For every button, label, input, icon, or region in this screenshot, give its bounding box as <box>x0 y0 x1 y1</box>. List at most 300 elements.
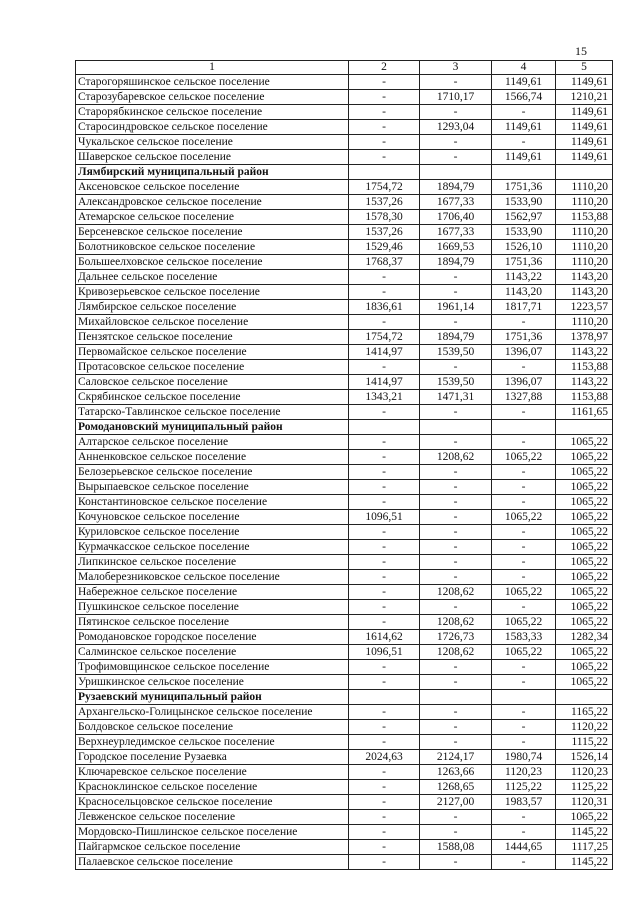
settlement-name-cell: Левженское сельское поселение <box>76 810 349 825</box>
value-cell-col3: 1669,53 <box>420 240 492 255</box>
settlement-name-cell: Атемарское сельское поселение <box>76 210 349 225</box>
value-cell-col3: 1208,62 <box>420 585 492 600</box>
table-row <box>76 90 613 105</box>
settlement-name-cell: Красносельцовское сельское поселение <box>76 795 349 810</box>
table-row <box>76 735 613 750</box>
table-row <box>76 240 613 255</box>
value-cell-col5: 1145,22 <box>556 825 613 840</box>
table-row <box>76 435 613 450</box>
column-header: 1 <box>76 61 349 75</box>
table-row <box>76 405 613 420</box>
value-cell-col3: 1208,62 <box>420 615 492 630</box>
value-cell-col5: 1110,20 <box>556 255 613 270</box>
value-cell-col3: 2124,17 <box>420 750 492 765</box>
table-row <box>76 300 613 315</box>
settlement-name-cell: Салминское сельское поселение <box>76 645 349 660</box>
table-row <box>76 375 613 390</box>
value-cell-col5: 1143,22 <box>556 375 613 390</box>
value-cell-col5: 1065,22 <box>556 810 613 825</box>
value-cell-col4: 1980,74 <box>492 750 556 765</box>
value-cell-col2: - <box>349 405 420 420</box>
value-cell-col2: - <box>349 780 420 795</box>
value-cell-col5: 1065,22 <box>556 450 613 465</box>
value-cell-col4: - <box>492 315 556 330</box>
value-cell-col5: 1065,22 <box>556 540 613 555</box>
value-cell-col4: 1065,22 <box>492 510 556 525</box>
settlement-name-cell: Уришкинское сельское поселение <box>76 675 349 690</box>
value-cell-col5: 1110,20 <box>556 195 613 210</box>
value-cell-col3: - <box>420 675 492 690</box>
settlement-name-cell: Протасовское сельское поселение <box>76 360 349 375</box>
value-cell-col3: - <box>420 570 492 585</box>
value-cell-col5: 1065,22 <box>556 480 613 495</box>
value-cell-col4: 1065,22 <box>492 615 556 630</box>
value-cell-col5: 1065,22 <box>556 510 613 525</box>
value-cell-col4 <box>492 420 556 435</box>
value-cell-col2: 1096,51 <box>349 510 420 525</box>
district-row <box>76 165 613 180</box>
value-cell-col4: 1583,33 <box>492 630 556 645</box>
value-cell-col2: - <box>349 435 420 450</box>
value-cell-col2: - <box>349 765 420 780</box>
value-cell-col5: 1110,20 <box>556 180 613 195</box>
table-row <box>76 120 613 135</box>
value-cell-col5: 1153,88 <box>556 390 613 405</box>
value-cell-col2: - <box>349 105 420 120</box>
settlement-name-cell: Старосиндровское сельское поселение <box>76 120 349 135</box>
value-cell-col5: 1149,61 <box>556 105 613 120</box>
value-cell-col5: 1110,20 <box>556 240 613 255</box>
value-cell-col5 <box>556 165 613 180</box>
table-row <box>76 615 613 630</box>
settlement-name-cell: Кривозерьевское сельское поселение <box>76 285 349 300</box>
value-cell-col5: 1165,22 <box>556 705 613 720</box>
value-cell-col3: - <box>420 825 492 840</box>
value-cell-col5: 1065,22 <box>556 615 613 630</box>
table-row <box>76 750 613 765</box>
value-cell-col4: - <box>492 720 556 735</box>
value-cell-col5: 1110,20 <box>556 315 613 330</box>
value-cell-col2: 1578,30 <box>349 210 420 225</box>
value-cell-col4: 1065,22 <box>492 645 556 660</box>
settlement-name-cell: Алтарское сельское поселение <box>76 435 349 450</box>
value-cell-col2 <box>349 690 420 705</box>
value-cell-col5: 1065,22 <box>556 555 613 570</box>
value-cell-col3: - <box>420 135 492 150</box>
value-cell-col2: - <box>349 705 420 720</box>
value-cell-col2: - <box>349 585 420 600</box>
settlement-name-cell: Старорябкинское сельское поселение <box>76 105 349 120</box>
settlement-name-cell: Пятинское сельское поселение <box>76 615 349 630</box>
value-cell-col2: - <box>349 855 420 870</box>
value-cell-col3: - <box>420 285 492 300</box>
settlement-name-cell: Ключаревское сельское поселение <box>76 765 349 780</box>
table-row <box>76 840 613 855</box>
value-cell-col2 <box>349 420 420 435</box>
value-cell-col4: 1149,61 <box>492 120 556 135</box>
value-cell-col4: 1149,61 <box>492 75 556 90</box>
value-cell-col2: - <box>349 660 420 675</box>
value-cell-col3: 1894,79 <box>420 180 492 195</box>
value-cell-col2: 1537,26 <box>349 195 420 210</box>
value-cell-col4: 1444,65 <box>492 840 556 855</box>
value-cell-col2: 1754,72 <box>349 330 420 345</box>
value-cell-col2: - <box>349 615 420 630</box>
value-cell-col4: 1526,10 <box>492 240 556 255</box>
value-cell-col3: 1677,33 <box>420 195 492 210</box>
value-cell-col3: 1539,50 <box>420 375 492 390</box>
value-cell-col4: - <box>492 735 556 750</box>
table-row <box>76 480 613 495</box>
value-cell-col3: - <box>420 525 492 540</box>
settlement-name-cell: Пайгармское сельское поселение <box>76 840 349 855</box>
settlement-name-cell: Чукальское сельское поселение <box>76 135 349 150</box>
settlement-name-cell: Константиновское сельское поселение <box>76 495 349 510</box>
value-cell-col4: - <box>492 135 556 150</box>
value-cell-col2: - <box>349 795 420 810</box>
value-cell-col3: 1706,40 <box>420 210 492 225</box>
value-cell-col5: 1153,88 <box>556 360 613 375</box>
value-cell-col4: 1562,97 <box>492 210 556 225</box>
page-number: 15 <box>575 44 587 58</box>
value-cell-col3: - <box>420 660 492 675</box>
value-cell-col3: - <box>420 855 492 870</box>
table-row <box>76 465 613 480</box>
settlement-name-cell: Пензятское сельское поселение <box>76 330 349 345</box>
value-cell-col5: 1149,61 <box>556 135 613 150</box>
table-row <box>76 780 613 795</box>
value-cell-col4: 1125,22 <box>492 780 556 795</box>
value-cell-col5: 1065,22 <box>556 435 613 450</box>
settlement-name-cell: Верхнеурледимское сельское поселение <box>76 735 349 750</box>
value-cell-col4: 1751,36 <box>492 180 556 195</box>
district-row <box>76 690 613 705</box>
value-cell-col4: 1396,07 <box>492 375 556 390</box>
table-row <box>76 585 613 600</box>
value-cell-col4: 1065,22 <box>492 450 556 465</box>
column-header: 5 <box>556 61 613 75</box>
column-header: 2 <box>349 61 420 75</box>
value-cell-col2: - <box>349 675 420 690</box>
value-cell-col4: - <box>492 465 556 480</box>
table-row <box>76 705 613 720</box>
value-cell-col2: - <box>349 360 420 375</box>
table-row <box>76 525 613 540</box>
value-cell-col4: - <box>492 435 556 450</box>
value-cell-col4: 1533,90 <box>492 195 556 210</box>
value-cell-col5: 1149,61 <box>556 75 613 90</box>
value-cell-col3: - <box>420 510 492 525</box>
value-cell-col2: 1537,26 <box>349 225 420 240</box>
value-cell-col3: - <box>420 315 492 330</box>
settlement-name-cell: Старогоряшинское сельское поселение <box>76 75 349 90</box>
table-row <box>76 75 613 90</box>
value-cell-col2: - <box>349 75 420 90</box>
table-row <box>76 450 613 465</box>
value-cell-col5: 1065,22 <box>556 660 613 675</box>
value-cell-col2: 1614,62 <box>349 630 420 645</box>
value-cell-col5: 1120,31 <box>556 795 613 810</box>
settlement-name-cell: Старозубаревское сельское поселение <box>76 90 349 105</box>
table-row <box>76 810 613 825</box>
settlement-name-cell: Лямбирское сельское поселение <box>76 300 349 315</box>
settlement-name-cell: Шаверское сельское поселение <box>76 150 349 165</box>
value-cell-col2: - <box>349 150 420 165</box>
value-cell-col4: - <box>492 600 556 615</box>
value-cell-col4: 1120,23 <box>492 765 556 780</box>
value-cell-col2: - <box>349 735 420 750</box>
value-cell-col2: - <box>349 525 420 540</box>
table-row <box>76 105 613 120</box>
value-cell-col2: 1754,72 <box>349 180 420 195</box>
value-cell-col4: - <box>492 570 556 585</box>
value-cell-col3: - <box>420 555 492 570</box>
value-cell-col2: - <box>349 720 420 735</box>
value-cell-col4: - <box>492 555 556 570</box>
value-cell-col5: 1125,22 <box>556 780 613 795</box>
value-cell-col5: 1065,22 <box>556 585 613 600</box>
table-row <box>76 255 613 270</box>
value-cell-col5: 1161,65 <box>556 405 613 420</box>
settlement-name-cell: Набережное сельское поселение <box>76 585 349 600</box>
table-row <box>76 495 613 510</box>
settlement-name-cell: Анненковское сельское поселение <box>76 450 349 465</box>
value-cell-col3: 1961,14 <box>420 300 492 315</box>
value-cell-col4: 1751,36 <box>492 330 556 345</box>
table-row <box>76 225 613 240</box>
value-cell-col2: - <box>349 90 420 105</box>
value-cell-col5: 1143,20 <box>556 270 613 285</box>
value-cell-col3: - <box>420 480 492 495</box>
settlement-name-cell: Городское поселение Рузаевка <box>76 750 349 765</box>
value-cell-col4: - <box>492 660 556 675</box>
value-cell-col4: - <box>492 675 556 690</box>
value-cell-col5: 1378,97 <box>556 330 613 345</box>
value-cell-col5: 1149,61 <box>556 150 613 165</box>
table-row <box>76 570 613 585</box>
settlement-name-cell: Первомайское сельское поселение <box>76 345 349 360</box>
settlement-name-cell: Липкинское сельское поселение <box>76 555 349 570</box>
tariff-table <box>75 60 613 870</box>
value-cell-col2 <box>349 165 420 180</box>
value-cell-col5: 1149,61 <box>556 120 613 135</box>
value-cell-col4: 1817,71 <box>492 300 556 315</box>
value-cell-col5: 1223,57 <box>556 300 613 315</box>
value-cell-col3: 1471,31 <box>420 390 492 405</box>
settlement-name-cell: Александровское сельское поселение <box>76 195 349 210</box>
table-row <box>76 270 613 285</box>
settlement-name-cell: Ромодановское городское поселение <box>76 630 349 645</box>
value-cell-col5: 1145,22 <box>556 855 613 870</box>
table-row <box>76 825 613 840</box>
value-cell-col2: - <box>349 810 420 825</box>
value-cell-col5 <box>556 690 613 705</box>
value-cell-col3: 1894,79 <box>420 330 492 345</box>
table-row <box>76 510 613 525</box>
value-cell-col3: 1539,50 <box>420 345 492 360</box>
value-cell-col3: - <box>420 435 492 450</box>
table-row <box>76 675 613 690</box>
value-cell-col4: - <box>492 105 556 120</box>
value-cell-col4: 1566,74 <box>492 90 556 105</box>
value-cell-col3: - <box>420 150 492 165</box>
table-row <box>76 555 613 570</box>
settlement-name-cell: Красноклинское сельское поселение <box>76 780 349 795</box>
value-cell-col5: 1065,22 <box>556 465 613 480</box>
value-cell-col3: 1208,62 <box>420 645 492 660</box>
value-cell-col3: - <box>420 360 492 375</box>
value-cell-col3: - <box>420 810 492 825</box>
value-cell-col3: 1588,08 <box>420 840 492 855</box>
value-cell-col2: - <box>349 555 420 570</box>
value-cell-col4: - <box>492 480 556 495</box>
value-cell-col3: - <box>420 495 492 510</box>
value-cell-col3: - <box>420 600 492 615</box>
table-row <box>76 315 613 330</box>
value-cell-col3: - <box>420 705 492 720</box>
value-cell-col2: - <box>349 600 420 615</box>
settlement-name-cell: Ромодановский муниципальный район <box>76 420 349 435</box>
settlement-name-cell: Саловское сельское поселение <box>76 375 349 390</box>
value-cell-col3: 1710,17 <box>420 90 492 105</box>
value-cell-col2: - <box>349 465 420 480</box>
value-cell-col4 <box>492 165 556 180</box>
value-cell-col2: - <box>349 285 420 300</box>
value-cell-col2: - <box>349 540 420 555</box>
value-cell-col4: - <box>492 855 556 870</box>
value-cell-col3: - <box>420 405 492 420</box>
value-cell-col3: 1263,66 <box>420 765 492 780</box>
value-cell-col4: - <box>492 405 556 420</box>
value-cell-col2: 1529,46 <box>349 240 420 255</box>
value-cell-col2: 1414,97 <box>349 375 420 390</box>
value-cell-col5: 1282,34 <box>556 630 613 645</box>
value-cell-col2: - <box>349 480 420 495</box>
value-cell-col4: - <box>492 360 556 375</box>
value-cell-col3 <box>420 165 492 180</box>
settlement-name-cell: Рузаевский муниципальный район <box>76 690 349 705</box>
value-cell-col2: 1836,61 <box>349 300 420 315</box>
settlement-name-cell: Скрябинское сельское поселение <box>76 390 349 405</box>
value-cell-col5: 1115,22 <box>556 735 613 750</box>
table-row <box>76 540 613 555</box>
settlement-name-cell: Курмачкасское сельское поселение <box>76 540 349 555</box>
table-row <box>76 285 613 300</box>
value-cell-col5: 1143,22 <box>556 345 613 360</box>
settlement-name-cell: Болдовское сельское поселение <box>76 720 349 735</box>
settlement-name-cell: Трофимовщинское сельское поселение <box>76 660 349 675</box>
column-header: 3 <box>420 61 492 75</box>
value-cell-col2: - <box>349 825 420 840</box>
settlement-name-cell: Аксеновское сельское поселение <box>76 180 349 195</box>
value-cell-col4: 1983,57 <box>492 795 556 810</box>
value-cell-col4: 1751,36 <box>492 255 556 270</box>
value-cell-col4: 1149,61 <box>492 150 556 165</box>
settlement-name-cell: Кочуновское сельское поселение <box>76 510 349 525</box>
value-cell-col5: 1065,22 <box>556 675 613 690</box>
value-cell-col3: - <box>420 75 492 90</box>
value-cell-col3: - <box>420 540 492 555</box>
table-row <box>76 795 613 810</box>
value-cell-col4: - <box>492 705 556 720</box>
settlement-name-cell: Малоберезниковское сельское поселение <box>76 570 349 585</box>
value-cell-col3: - <box>420 720 492 735</box>
value-cell-col2: 1414,97 <box>349 345 420 360</box>
table-header-row <box>76 61 613 75</box>
settlement-name-cell: Пушкинское сельское поселение <box>76 600 349 615</box>
table-row <box>76 855 613 870</box>
value-cell-col3: 1293,04 <box>420 120 492 135</box>
value-cell-col2: - <box>349 315 420 330</box>
value-cell-col2: - <box>349 270 420 285</box>
table-row <box>76 210 613 225</box>
value-cell-col2: 1096,51 <box>349 645 420 660</box>
table-row <box>76 390 613 405</box>
settlement-name-cell: Мордовско-Пишлинское сельское поселение <box>76 825 349 840</box>
table-row <box>76 720 613 735</box>
value-cell-col4 <box>492 690 556 705</box>
settlement-name-cell: Куриловское сельское поселение <box>76 525 349 540</box>
value-cell-col2: - <box>349 840 420 855</box>
table-row <box>76 360 613 375</box>
value-cell-col2: 2024,63 <box>349 750 420 765</box>
value-cell-col3: - <box>420 735 492 750</box>
table-row <box>76 765 613 780</box>
value-cell-col3 <box>420 690 492 705</box>
value-cell-col3: - <box>420 270 492 285</box>
table-row <box>76 600 613 615</box>
settlement-name-cell: Архангельско-Голицынское сельское поселение <box>76 705 349 720</box>
value-cell-col5: 1065,22 <box>556 525 613 540</box>
value-cell-col5: 1143,20 <box>556 285 613 300</box>
value-cell-col5: 1120,22 <box>556 720 613 735</box>
table-row <box>76 345 613 360</box>
value-cell-col2: - <box>349 135 420 150</box>
value-cell-col4: - <box>492 525 556 540</box>
value-cell-col2: 1343,21 <box>349 390 420 405</box>
value-cell-col4: 1143,22 <box>492 270 556 285</box>
value-cell-col3: - <box>420 465 492 480</box>
settlement-name-cell: Вырыпаевское сельское поселение <box>76 480 349 495</box>
value-cell-col5 <box>556 420 613 435</box>
value-cell-col2: - <box>349 450 420 465</box>
value-cell-col4: - <box>492 810 556 825</box>
value-cell-col4: - <box>492 495 556 510</box>
value-cell-col3: 1208,62 <box>420 450 492 465</box>
table-row <box>76 195 613 210</box>
value-cell-col4: 1396,07 <box>492 345 556 360</box>
settlement-name-cell: Дальнее сельское поселение <box>76 270 349 285</box>
settlement-name-cell: Палаевское сельское поселение <box>76 855 349 870</box>
value-cell-col4: 1065,22 <box>492 585 556 600</box>
settlement-name-cell: Белозерьевское сельское поселение <box>76 465 349 480</box>
value-cell-col3: 1894,79 <box>420 255 492 270</box>
value-cell-col3: - <box>420 105 492 120</box>
value-cell-col5: 1065,22 <box>556 600 613 615</box>
settlement-name-cell: Татарско-Тавлинское сельское поселение <box>76 405 349 420</box>
column-header: 4 <box>492 61 556 75</box>
value-cell-col5: 1065,22 <box>556 645 613 660</box>
value-cell-col2: - <box>349 495 420 510</box>
value-cell-col5: 1117,25 <box>556 840 613 855</box>
value-cell-col5: 1153,88 <box>556 210 613 225</box>
settlement-name-cell: Лямбирский муниципальный район <box>76 165 349 180</box>
value-cell-col4: 1533,90 <box>492 225 556 240</box>
settlement-name-cell: Большеелховское сельское поселение <box>76 255 349 270</box>
table-row <box>76 645 613 660</box>
value-cell-col2: 1768,37 <box>349 255 420 270</box>
value-cell-col4: - <box>492 825 556 840</box>
